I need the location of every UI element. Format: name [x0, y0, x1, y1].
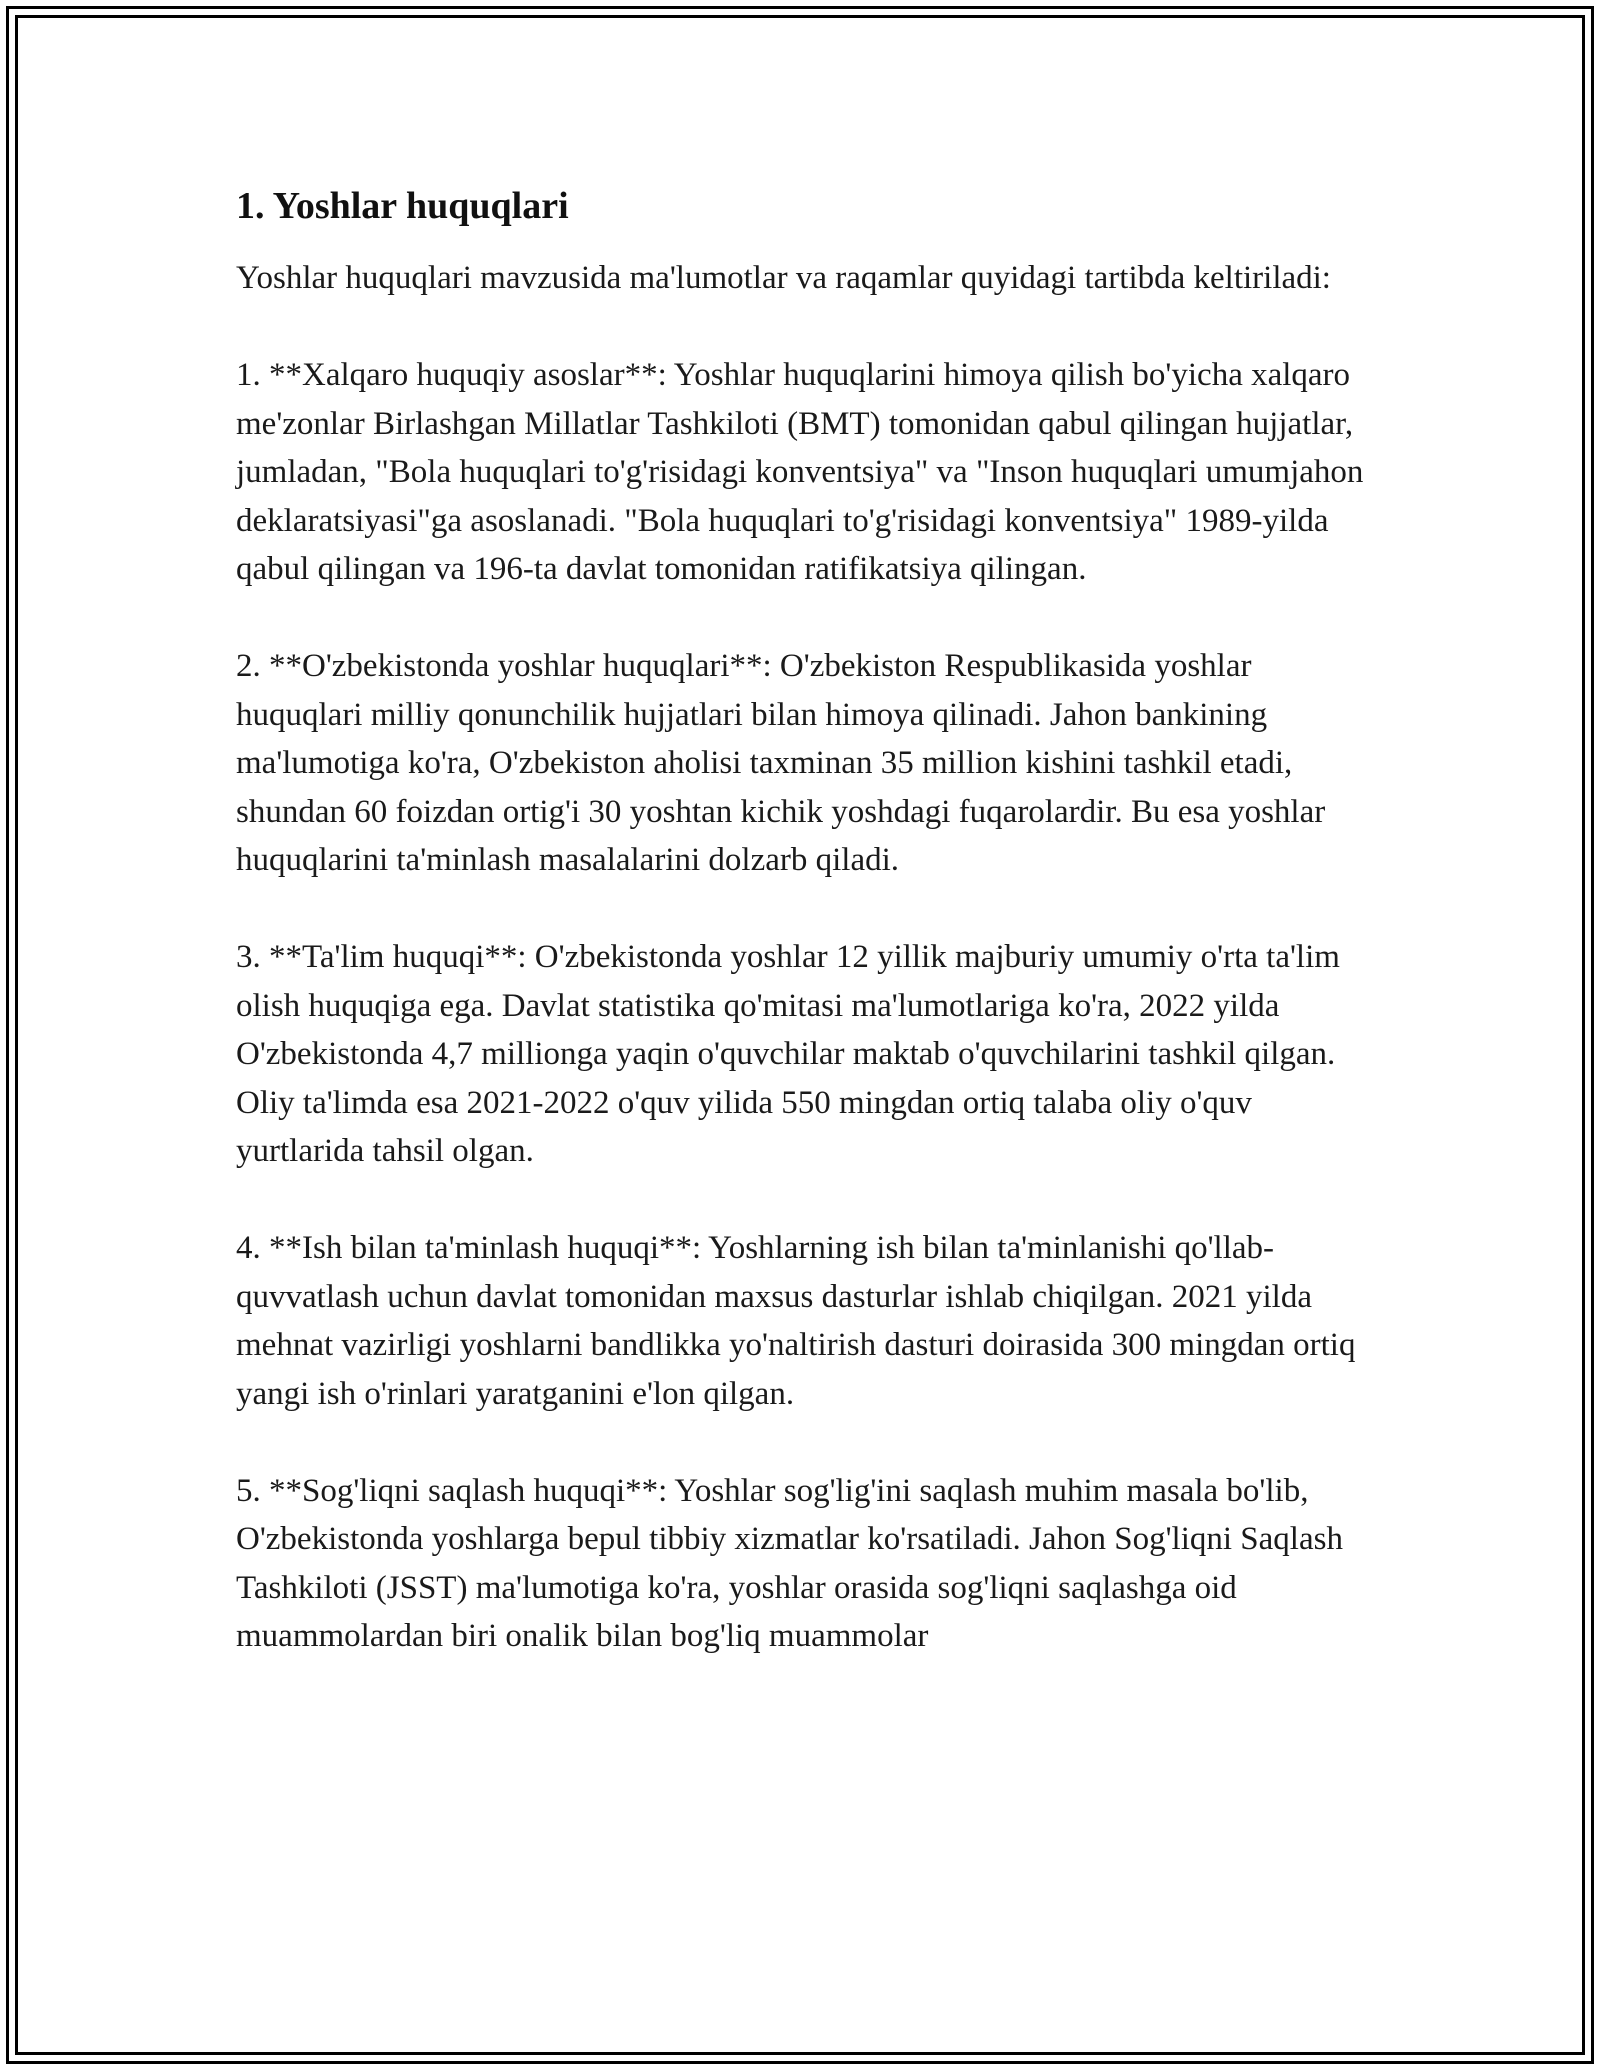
paragraph-right-to-health: 5. **Sog'liqni saqlash huquqi**: Yoshlar sog'lig'ini saqlash muhim masala bo'lib, O'zbekistonda yoshlarga bepul tibbiy xizmatlar ko'rsatiladi. Jahon Sog'liqni Saqlash Tashkiloti (JSST) ma'lumotiga ko'ra, yoshlar orasida sog'liqni saqlashga oid muammolardan biri onalik bilan bog'liq muammolar	[236, 1472, 1343, 1654]
paragraph-international-legal-basis: 1. **Xalqaro huquqiy asoslar**: Yoshlar huquqlarini himoya qilish bo'yicha xalqaro me'zonlar Birlashgan Millatlar Tashkiloti (BMT) tomonidan qabul qilingan hujjatlar, jumladan, "Bola huquqlari to'g'risidagi konventsiya" va "Inson huquqlari umumjahon deklaratsiyasi"ga asoslanadi. "Bola huquqlari to'g'risidagi konventsiya" 1989-yilda qabul qilingan va 196-ta davlat tomonidan ratifikatsiya qilingan.	[236, 357, 1364, 587]
paragraph-youth-rights-uzbekistan: 2. **O'zbekistonda yoshlar huquqlari**: O'zbekiston Respublikasida yoshlar huquqlari milliy qonunchilik hujjatlari bilan himoya qilinadi. Jahon bankining ma'lumotiga ko'ra, O'zbekiston aholisi taxminan 35 million kishini tashkil etadi, shundan 60 foizdan ortig'i 30 yoshtan kichik yoshdagi fuqarolardir. Bu esa yoshlar huquqlarini ta'minlash masalalarini dolzarb qiladi.	[236, 648, 1326, 878]
document-body	[236, 182, 1376, 1709]
paragraph-right-to-employment: 4. **Ish bilan ta'minlash huquqi**: Yoshlarning ish bilan ta'minlanishi qo'llab-quvvatlash uchun davlat tomonidan maxsus dasturlar ishlab chiqilgan. 2021 yilda mehnat vazirligi yoshlarni bandlikka yo'naltirish dasturi doirasida 300 mingdan ortiq yangi ish o'rinlari yaratganini e'lon qilgan.	[236, 1230, 1356, 1412]
paragraph-right-to-education: 3. **Ta'lim huquqi**: O'zbekistonda yoshlar 12 yillik majburiy umumiy o'rta ta'lim olish huquqiga ega. Davlat statistika qo'mitasi ma'lumotlariga ko'ra, 2022 yilda O'zbekistonda 4,7 millionga yaqin o'quvchilar maktab o'quvchilarini tashkil qilgan. Oliy ta'limda esa 2021-2022 o'quv yilida 550 mingdan ortiq talaba oliy o'quv yurtlarida tahsil olgan.	[236, 939, 1340, 1169]
intro-paragraph: Yoshlar huquqlari mavzusida ma'lumotlar va raqamlar quyidagi tartibda keltiriladi:	[236, 260, 1331, 296]
section-heading: 1. Yoshlar huquqlari	[236, 185, 569, 227]
